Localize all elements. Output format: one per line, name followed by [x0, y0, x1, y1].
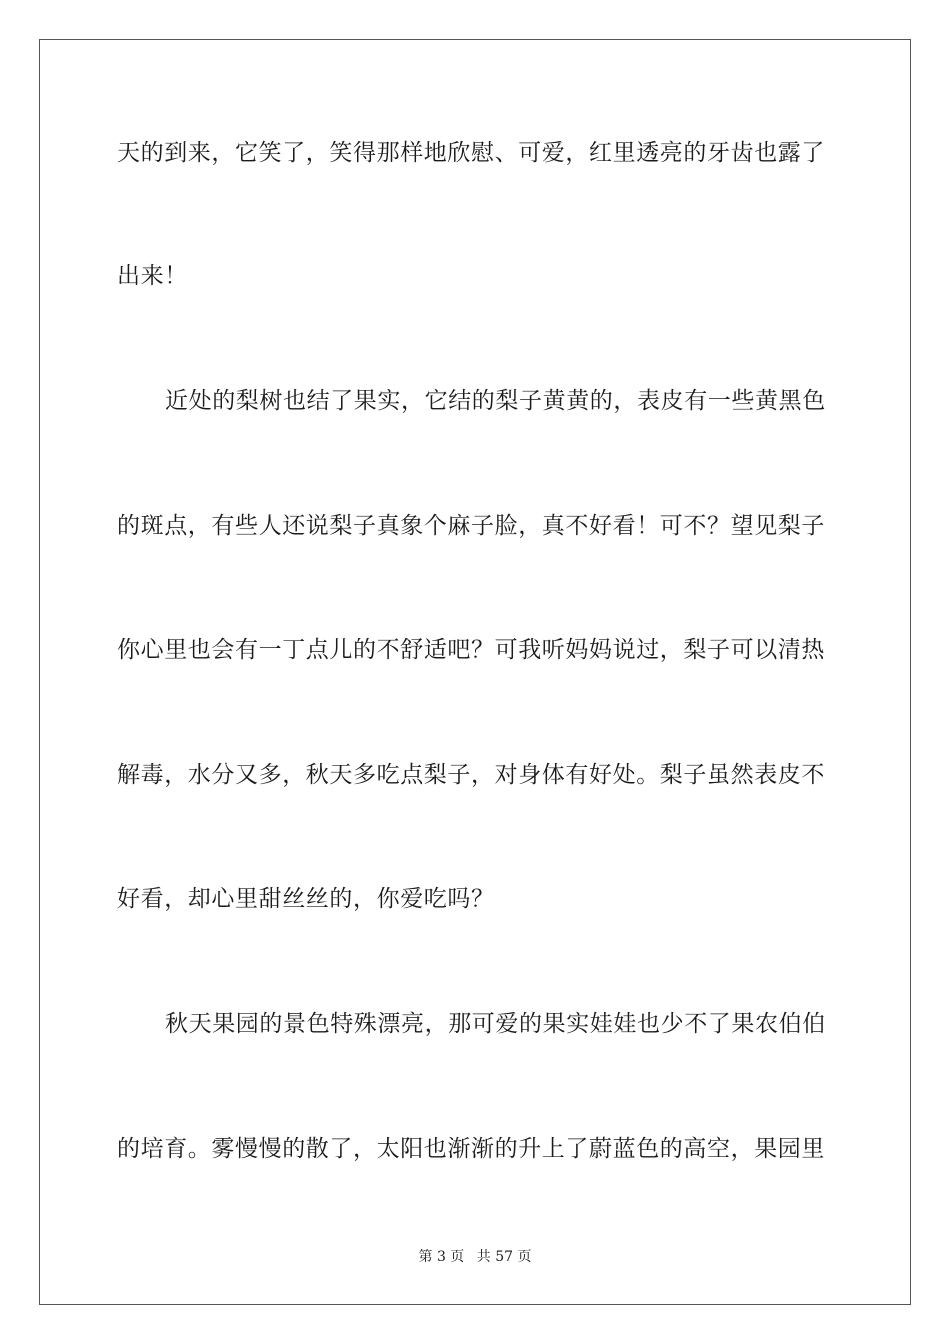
- paragraph-2-line-1: 近处的梨树也结了果实，它结的梨子黄黄的，表皮有一些黄黑色: [165, 388, 826, 414]
- paragraph-2-line-5: 好看，却心里甜丝丝的，你爱吃吗？: [117, 886, 495, 912]
- paragraph-3-line-1: 秋天果园的景色特殊漂亮，那可爱的果实娃娃也少不了果农伯伯: [165, 1011, 826, 1037]
- text-line-1: 天的到来，它笑了，笑得那样地欣慰、可爱，红里透亮的牙齿也露了: [117, 140, 825, 166]
- page-number: 第 3 页: [418, 1249, 465, 1265]
- paragraph-2-line-4: 解毒，水分又多，秋天多吃点梨子，对身体有好处。梨子虽然表皮不: [117, 762, 825, 788]
- page-border: [39, 39, 911, 1305]
- paragraph-2-line-2: 的斑点，有些人还说梨子真象个麻子脸，真不好看！可不？望见梨子: [117, 513, 825, 539]
- paragraph-2-line-3: 你心里也会有一丁点儿的不舒适吧？可我听妈妈说过，梨子可以清热: [117, 637, 825, 663]
- page-footer: [0, 1246, 950, 1266]
- text-line-2: 出来！: [117, 263, 188, 289]
- paragraph-3-line-2: 的培育。雾慢慢的散了，太阳也渐渐的升上了蔚蓝色的高空，果园里: [117, 1136, 825, 1162]
- total-pages: 共 57 页: [476, 1249, 532, 1265]
